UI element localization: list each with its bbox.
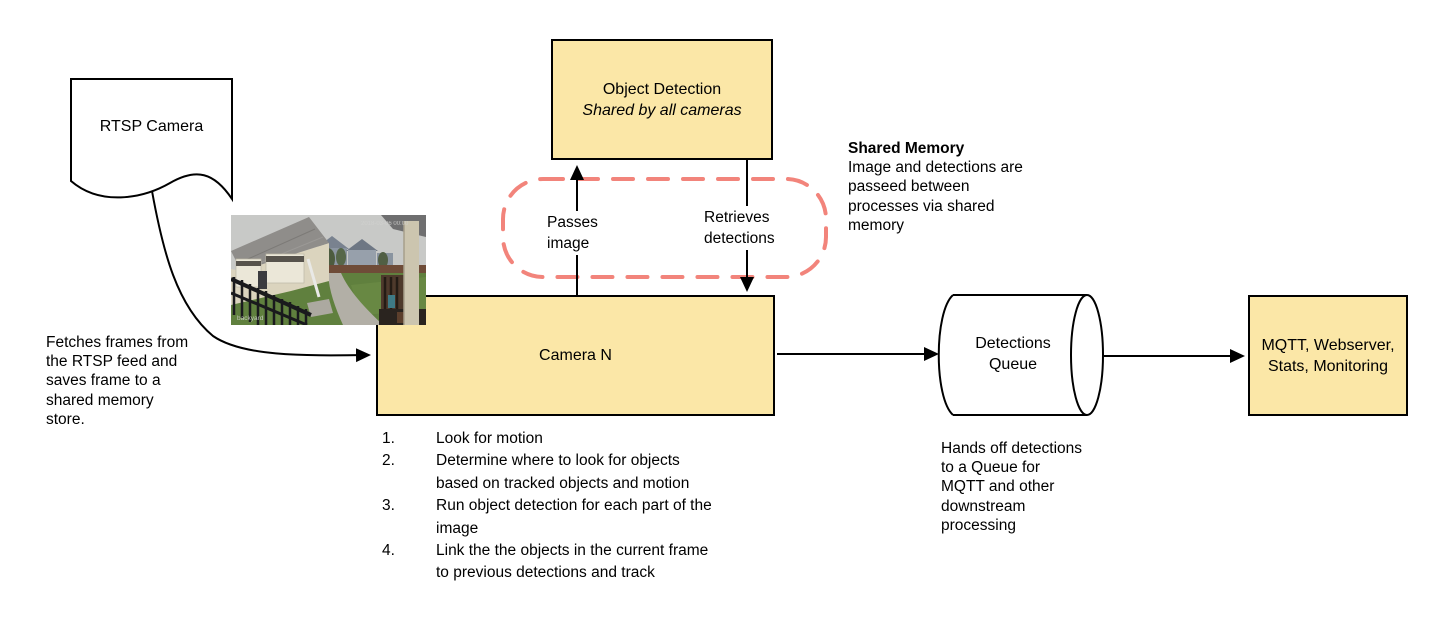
step-text: based on tracked objects and motion <box>436 474 690 492</box>
rtsp-camera-label: RTSP Camera <box>99 118 204 135</box>
camera-n-label: Camera N <box>539 347 612 364</box>
edge-label-passes-image: Passes image <box>545 211 609 255</box>
note-line: passeed between <box>848 178 970 196</box>
node-outputs <box>1248 295 1408 416</box>
note-line: saves frame to a <box>46 372 161 390</box>
list-item <box>382 540 712 585</box>
step-text: image <box>436 519 479 537</box>
step-number: 4. <box>382 542 395 560</box>
outputs-label: MQTT, Webserver, Stats, Monitoring <box>1261 336 1395 375</box>
note-line: shared memory <box>46 391 154 409</box>
note-line: memory <box>848 216 904 234</box>
shared-memory-note <box>848 139 1023 235</box>
step-text: to previous detections and track <box>436 564 655 582</box>
note-line: processes via shared <box>848 197 995 215</box>
note-line: downstream <box>941 497 1026 515</box>
list-item <box>382 450 712 495</box>
snapshot-watermark: backyard <box>237 315 264 322</box>
edge-label-retrieves-detections: Retrieves detections <box>702 206 792 250</box>
snapshot-timestamp: 2018-03-06 00:00 <box>361 221 409 227</box>
step-number: 2. <box>382 452 395 470</box>
note-line: Hands off detections <box>941 440 1083 457</box>
note-line: store. <box>46 410 85 428</box>
detections-queue-label: Detections Queue <box>975 335 1051 373</box>
note-line: Fetches frames from <box>46 334 189 351</box>
note-line: the RTSP feed and <box>46 353 178 371</box>
step-text: Look for motion <box>436 430 543 447</box>
object-detection-subtitle: Shared by all cameras <box>582 101 742 119</box>
step-number: 1. <box>382 430 395 447</box>
note-line: Image and detections are <box>848 159 1023 177</box>
note-line: processing <box>941 516 1016 534</box>
node-camera-n <box>376 295 775 416</box>
camera-snapshot-image <box>231 215 426 325</box>
hands-off-note <box>941 439 1082 535</box>
list-item <box>382 495 712 540</box>
shared-memory-note-title: Shared Memory <box>848 140 965 157</box>
note-line: MQTT and other <box>941 478 1055 496</box>
step-text: Link the the objects in the current frame <box>436 542 709 560</box>
camera-steps-list <box>382 428 712 585</box>
step-number: 3. <box>382 497 395 515</box>
node-object-detection <box>551 39 773 160</box>
object-detection-title: Object Detection <box>602 80 722 98</box>
note-line: to a Queue for <box>941 459 1041 477</box>
step-text: Determine where to look for objects <box>436 452 680 470</box>
fetch-note <box>46 333 188 429</box>
step-text: Run object detection for each part of the <box>436 497 712 515</box>
list-item <box>382 428 712 450</box>
rtsp-camera-document-shape <box>71 79 232 199</box>
